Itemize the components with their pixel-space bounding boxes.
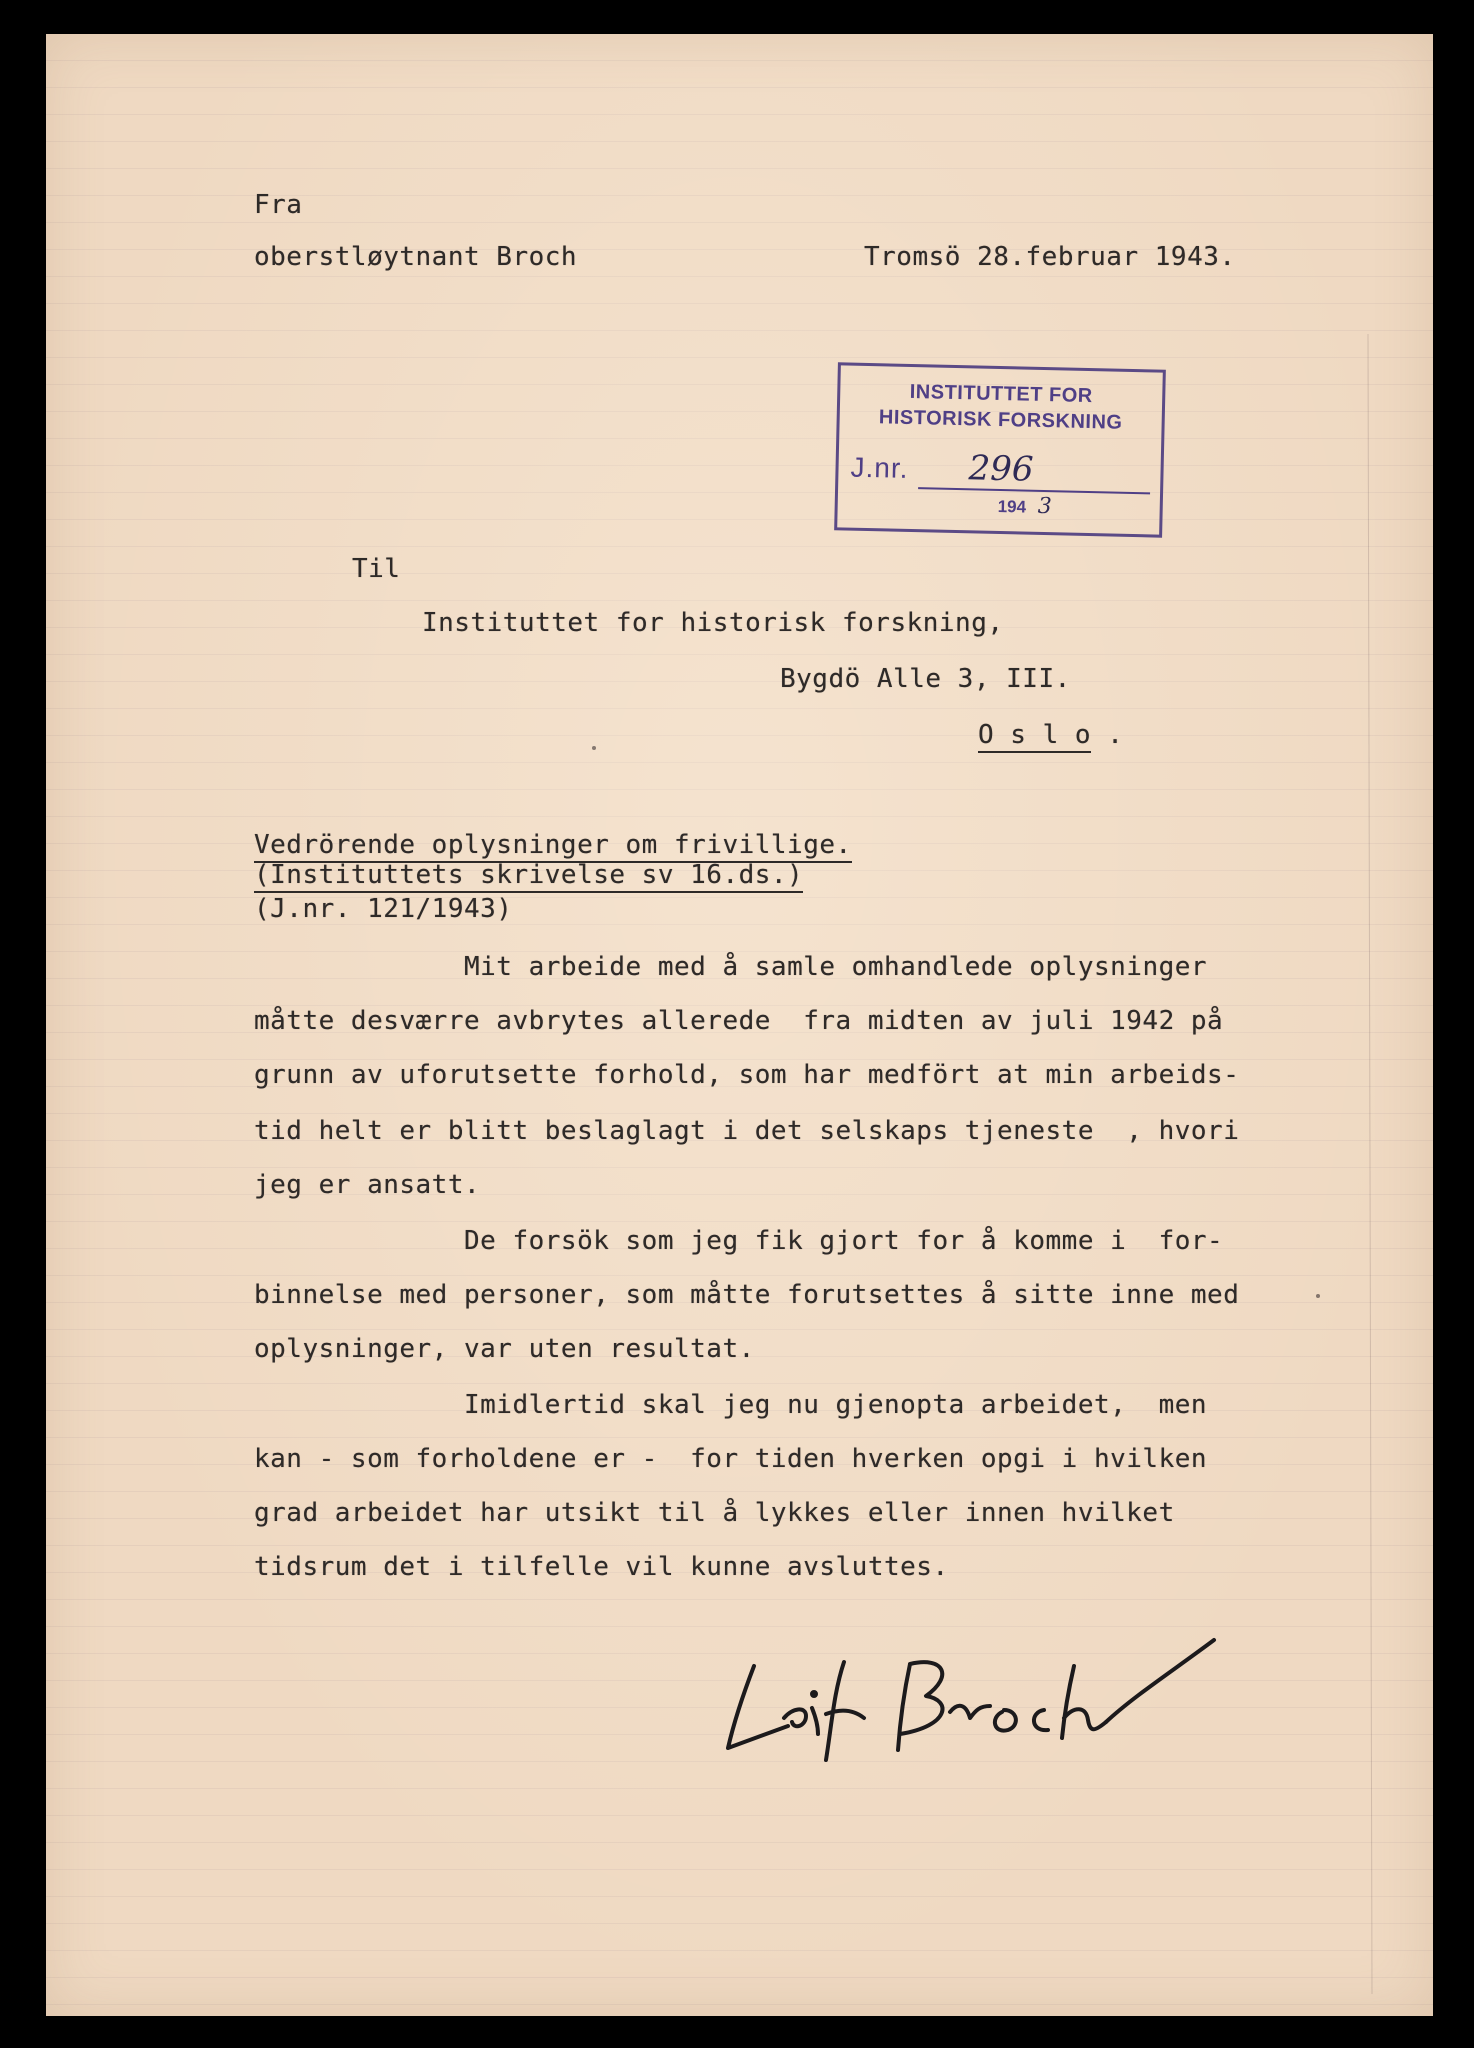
to-label: Til xyxy=(352,554,401,584)
body-p1-line5: jeg er ansatt. xyxy=(254,1170,481,1200)
stamp-year: 194 xyxy=(997,496,1027,517)
place-date: Tromsö 28.februar 1943. xyxy=(864,242,1236,272)
recipient-city-suffix: . xyxy=(1091,720,1124,750)
body-p2-line1: De forsök som jeg fik gjort for å komme i for- xyxy=(464,1226,1224,1256)
recipient-name: Instituttet for historisk forskning, xyxy=(422,608,1004,638)
body-p3-line4: tidsrum det i tilfelle vil kunne avsluttes. xyxy=(254,1552,949,1582)
stamp-jnr-label: J.nr. xyxy=(850,451,909,484)
body-p1-line2: måtte desværre avbrytes allerede fra midten av juli 1942 på xyxy=(254,1006,1224,1036)
body-p3-line2: kan - som forholdene er - for tiden hverken opgi i hvilken xyxy=(254,1444,1208,1474)
body-p3-line1: Imidlertid skal jeg nu gjenopta arbeidet, men xyxy=(464,1390,1208,1420)
body-p2-line3: oplysninger, var uten resultat. xyxy=(254,1334,755,1364)
sender-name: oberstløytnant Broch xyxy=(254,242,578,272)
stamp-line-2: HISTORISK FORSKNING xyxy=(878,406,1123,434)
stamp-number: 296 xyxy=(968,448,1034,490)
subject-ref-1-text: (Instituttets skrivelse sv 16.ds.) xyxy=(254,860,803,893)
subject-title: Vedrörende oplysninger om frivillige. xyxy=(254,830,852,863)
body-p1-line1: Mit arbeide med å samle omhandlede oplysninger xyxy=(464,952,1208,982)
recipient-city: O s l o xyxy=(978,720,1091,753)
body-p2-line2: binnelse med personer, som måtte forutsettes å sitte inne med xyxy=(254,1280,1240,1310)
body-p1-line4: tid helt er blitt beslaglagt i det selskaps tjeneste , hvori xyxy=(254,1116,1240,1146)
recipient-street: Bygdö Alle 3, III. xyxy=(780,664,1071,694)
from-label: Fra xyxy=(254,190,303,220)
body-p1-line3: grunn av uforutsette forhold, som har medfört at min arbeids- xyxy=(254,1060,1240,1090)
letter-page xyxy=(46,34,1433,2016)
page-marks xyxy=(46,34,1433,2016)
body-p3-line3: grad arbeidet har utsikt til å lykkes eller innen hvilket xyxy=(254,1498,1175,1528)
stamp-year-handwritten: 3 xyxy=(1037,493,1053,520)
subject-ref-2: (J.nr. 121/1943) xyxy=(254,894,513,924)
stamp-line-1: INSTITUTTET FOR xyxy=(909,380,1094,408)
